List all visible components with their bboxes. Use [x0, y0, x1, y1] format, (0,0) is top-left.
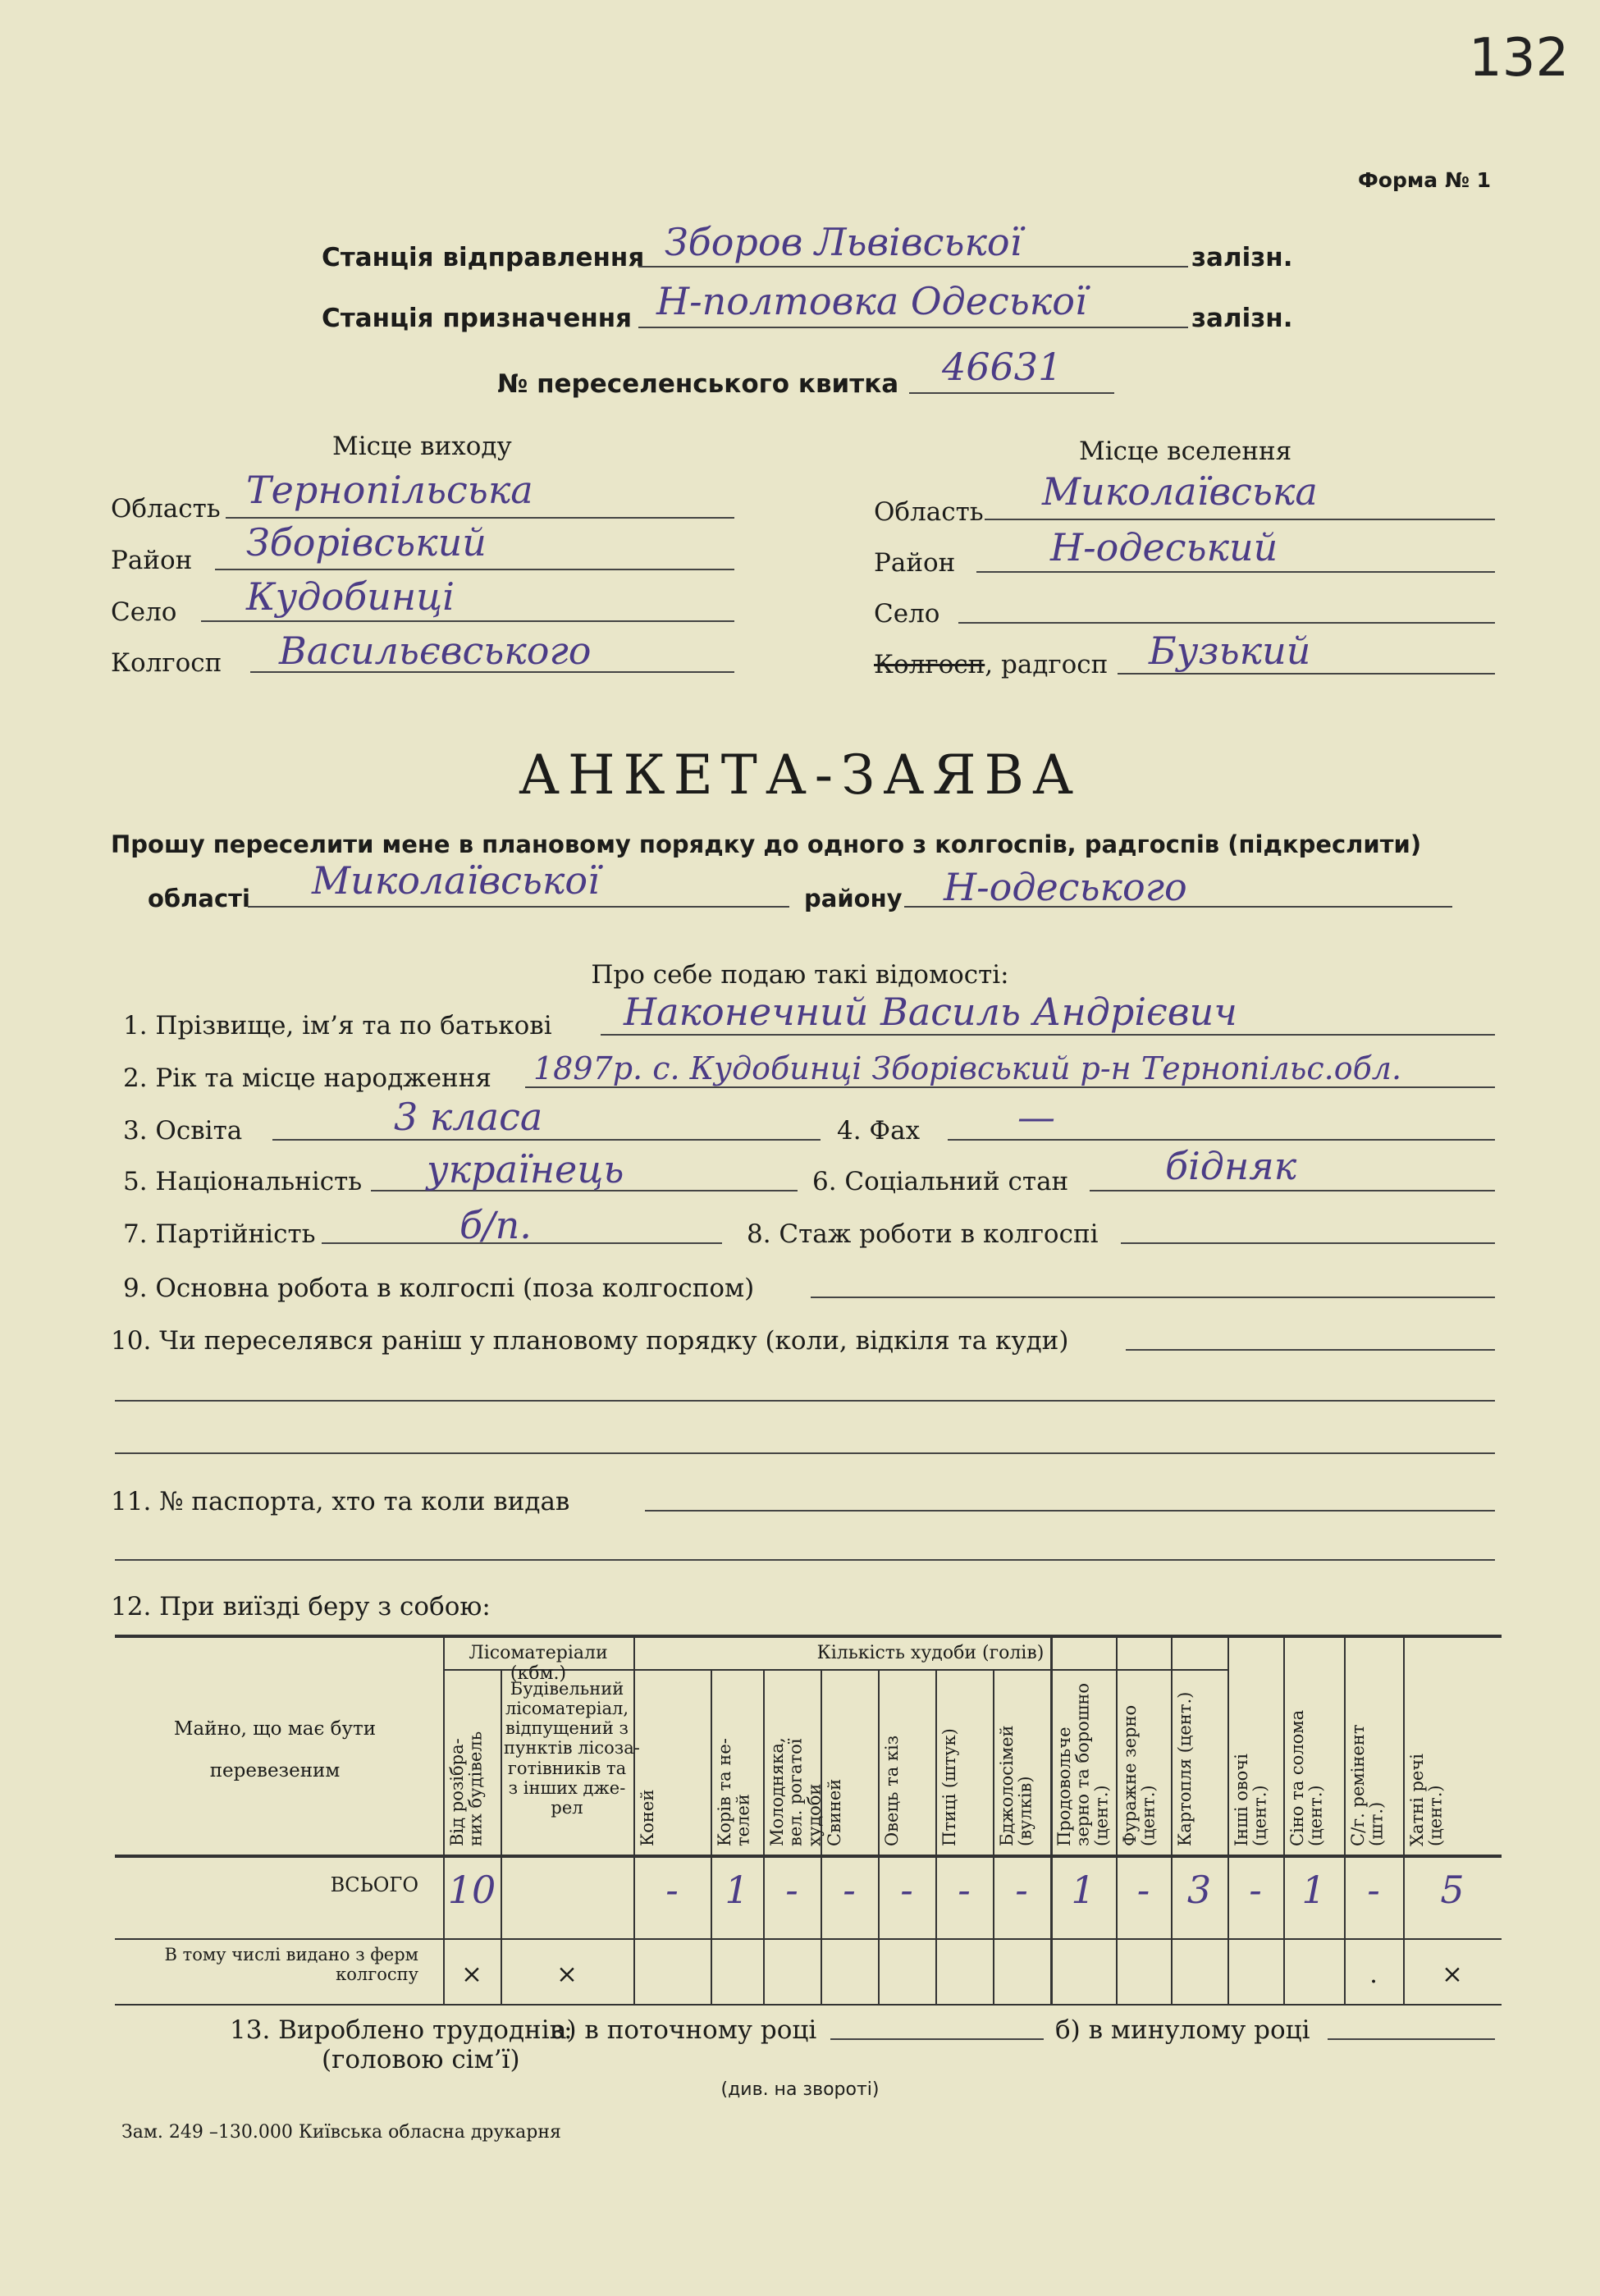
- destination-radhosp-label: , радгосп: [985, 650, 1109, 679]
- field-8-label: 8. Стаж роботи в колгоспі: [747, 1219, 1099, 1249]
- row-total-cell-8: -: [958, 1868, 971, 1912]
- table-header-11: Фуражне зерно (цент.): [1120, 1704, 1159, 1846]
- field-13-a-label: а) в поточному році: [551, 2015, 817, 2045]
- station-destination-label: Станція призначення: [322, 304, 633, 333]
- col-property-header: Майно, що має бути перевезеним: [173, 1718, 377, 1781]
- destination-heading: Місце вселення: [1079, 437, 1292, 466]
- table-header-1: Від розібра- них будівель: [447, 1731, 486, 1846]
- field-2-value: 1897р. с. Кудобинці Зборівський р-н Тернопільс.обл.: [533, 1050, 1402, 1086]
- row-total-cell-10: 1: [1071, 1868, 1095, 1912]
- row-total-cell-13: -: [1249, 1868, 1262, 1912]
- row-total-cell-11: -: [1136, 1868, 1150, 1912]
- table-header-7: Овець та кіз: [882, 1735, 902, 1846]
- request-raion-label: району: [804, 885, 903, 912]
- row-total-cell-4: 1: [725, 1868, 749, 1912]
- table-header-15: С/г. ремінент (шт.): [1348, 1724, 1387, 1846]
- row-farm-cell-16: ×: [1442, 1960, 1463, 1989]
- field-13-sub: (головою сім’ї): [322, 2045, 520, 2074]
- destination-kolhosp-radhosp: [874, 650, 1108, 679]
- station-departure-suffix: залізн.: [1191, 243, 1293, 272]
- field-6-label: 6. Соціальний стан: [812, 1167, 1069, 1196]
- row-total-cell-7: -: [900, 1868, 913, 1912]
- table-header-5: Молодняка, вел. рогатої худоби: [767, 1737, 825, 1846]
- property-table: [115, 1635, 1502, 2004]
- origin-selo-label: Село: [111, 597, 177, 627]
- field-3-label: 3. Освіта: [123, 1116, 243, 1146]
- field-3-value: 3 класа: [394, 1095, 543, 1139]
- row-farm-cell-2: ×: [556, 1960, 578, 1989]
- field-1-value: Наконечний Василь Андрієвич: [624, 990, 1237, 1034]
- field-10-label: 10. Чи переселявся раніш у плановому порядку (коли, відкіля та куди): [111, 1326, 1069, 1356]
- row-total-cell-9: -: [1015, 1868, 1028, 1912]
- field-4-value: —: [1017, 1095, 1055, 1139]
- group-lumber-header: Лісоматеріали (кбм.): [469, 1643, 608, 1685]
- destination-raion-label: Район: [874, 548, 956, 578]
- info-heading: Про себе подаю такі відомості:: [591, 960, 1009, 990]
- group-livestock-header: Кількість худоби (голів): [816, 1643, 1045, 1663]
- origin-selo: Кудобинці: [246, 574, 455, 619]
- row-farm-cell-15: .: [1369, 1960, 1378, 1989]
- destination-oblast-label: Область: [874, 497, 984, 527]
- destination-oblast: Миколаївська: [1042, 469, 1318, 514]
- field-6-value: бідняк: [1165, 1144, 1297, 1188]
- station-departure-label: Станція відправлення: [322, 243, 645, 272]
- field-13-label: 13. Вироблено трудоднів:: [230, 2015, 573, 2045]
- field-9-label: 9. Основна робота в колгоспі (поза колгоспом): [123, 1274, 755, 1303]
- ticket-label: № переселенського квитка: [497, 369, 899, 399]
- reverse-note: (див. на звороті): [720, 2079, 880, 2100]
- origin-kolhosp: Васильєвського: [279, 629, 592, 673]
- field-5-value: українець: [427, 1147, 624, 1191]
- row-total-cell-16: 5: [1440, 1868, 1465, 1912]
- form-number: Форма № 1: [1358, 168, 1492, 192]
- origin-kolhosp-label: Колгосп: [111, 648, 222, 678]
- field-7-value: б/п.: [459, 1203, 532, 1247]
- row-farm-label: В тому числі видано з ферм колгоспу: [164, 1945, 418, 1985]
- field-5-label: 5. Національність: [123, 1167, 363, 1196]
- table-header-13: Інші овочі (цент.): [1232, 1754, 1270, 1846]
- origin-oblast-label: Область: [111, 494, 221, 524]
- table-header-9: Бджолосімей (вулків): [997, 1725, 1035, 1846]
- station-destination-value: Н-полтовка Одеської: [656, 279, 1087, 323]
- table-header-14: Сіно та солома (цент.): [1287, 1709, 1326, 1846]
- origin-heading: Місце виходу: [332, 432, 512, 461]
- table-header-3: Коней: [638, 1789, 657, 1846]
- table-header-4: Корів та не- телей: [715, 1738, 753, 1846]
- destination-raion: Н-одеський: [1050, 525, 1278, 569]
- table-header-8: Птиці (штук): [939, 1728, 959, 1846]
- print-info: Зам. 249 –130.000 Київська обласна друкарня: [121, 2122, 561, 2143]
- request-oblast: Миколаївської: [312, 858, 600, 903]
- table-header-12: Картопля (цент.): [1175, 1691, 1195, 1846]
- request-raion: Н-одеського: [944, 865, 1187, 909]
- destination-selo-label: Село: [874, 599, 940, 629]
- table-header-2: Будівельний лісоматеріал, відпущений з пунктів лісоза- готівників та з інших дже- рел: [504, 1679, 640, 1818]
- row-total-cell-14: 1: [1301, 1868, 1326, 1912]
- row-total-label: ВСЬОГО: [330, 1873, 418, 1896]
- origin-raion: Зборівський: [246, 520, 487, 565]
- field-11-label: 11. № паспорта, хто та коли видав: [111, 1487, 570, 1516]
- origin-oblast: Тернопільська: [246, 468, 533, 512]
- table-header-6: Свиней: [825, 1778, 844, 1846]
- station-destination-suffix: залізн.: [1191, 304, 1293, 333]
- request-oblast-label: області: [148, 885, 250, 912]
- row-total-cell-6: -: [843, 1868, 856, 1912]
- field-1-label: 1. Прізвище, ім’я та по батькові: [123, 1011, 552, 1041]
- row-farm-cell-1: ×: [461, 1960, 482, 1989]
- request-text: Прошу переселити мене в плановому порядку до одного з колгоспів, радгоспів (підкреслити): [111, 830, 1422, 858]
- field-2-label: 2. Рік та місце народження: [123, 1063, 491, 1093]
- ticket-value: 46631: [942, 345, 1063, 389]
- row-total-cell-15: -: [1367, 1868, 1380, 1912]
- origin-raion-label: Район: [111, 546, 193, 575]
- page-title: АНКЕТА-ЗАЯВА: [519, 743, 1081, 807]
- destination-radhosp: Бузький: [1149, 629, 1311, 673]
- row-total-cell-3: -: [665, 1868, 679, 1912]
- row-total-cell-5: -: [785, 1868, 798, 1912]
- table-header-16: Хатні речі (цент.): [1407, 1754, 1446, 1846]
- row-total-cell-1: 10: [447, 1868, 496, 1912]
- table-header-10: Продовольче зерно та борошно (цент.): [1054, 1683, 1112, 1846]
- field-13-b-label: б) в минулому році: [1055, 2015, 1310, 2045]
- archive-number: 132: [1469, 28, 1570, 89]
- station-departure-value: Зборов Львівської: [665, 220, 1022, 264]
- field-12-label: 12. При виїзді беру з собою:: [111, 1592, 491, 1621]
- field-7-label: 7. Партійність: [123, 1219, 316, 1249]
- destination-kolhosp-struck: Колгосп: [874, 650, 985, 679]
- row-total-cell-12: 3: [1186, 1868, 1212, 1912]
- field-4-label: 4. Фах: [837, 1116, 921, 1146]
